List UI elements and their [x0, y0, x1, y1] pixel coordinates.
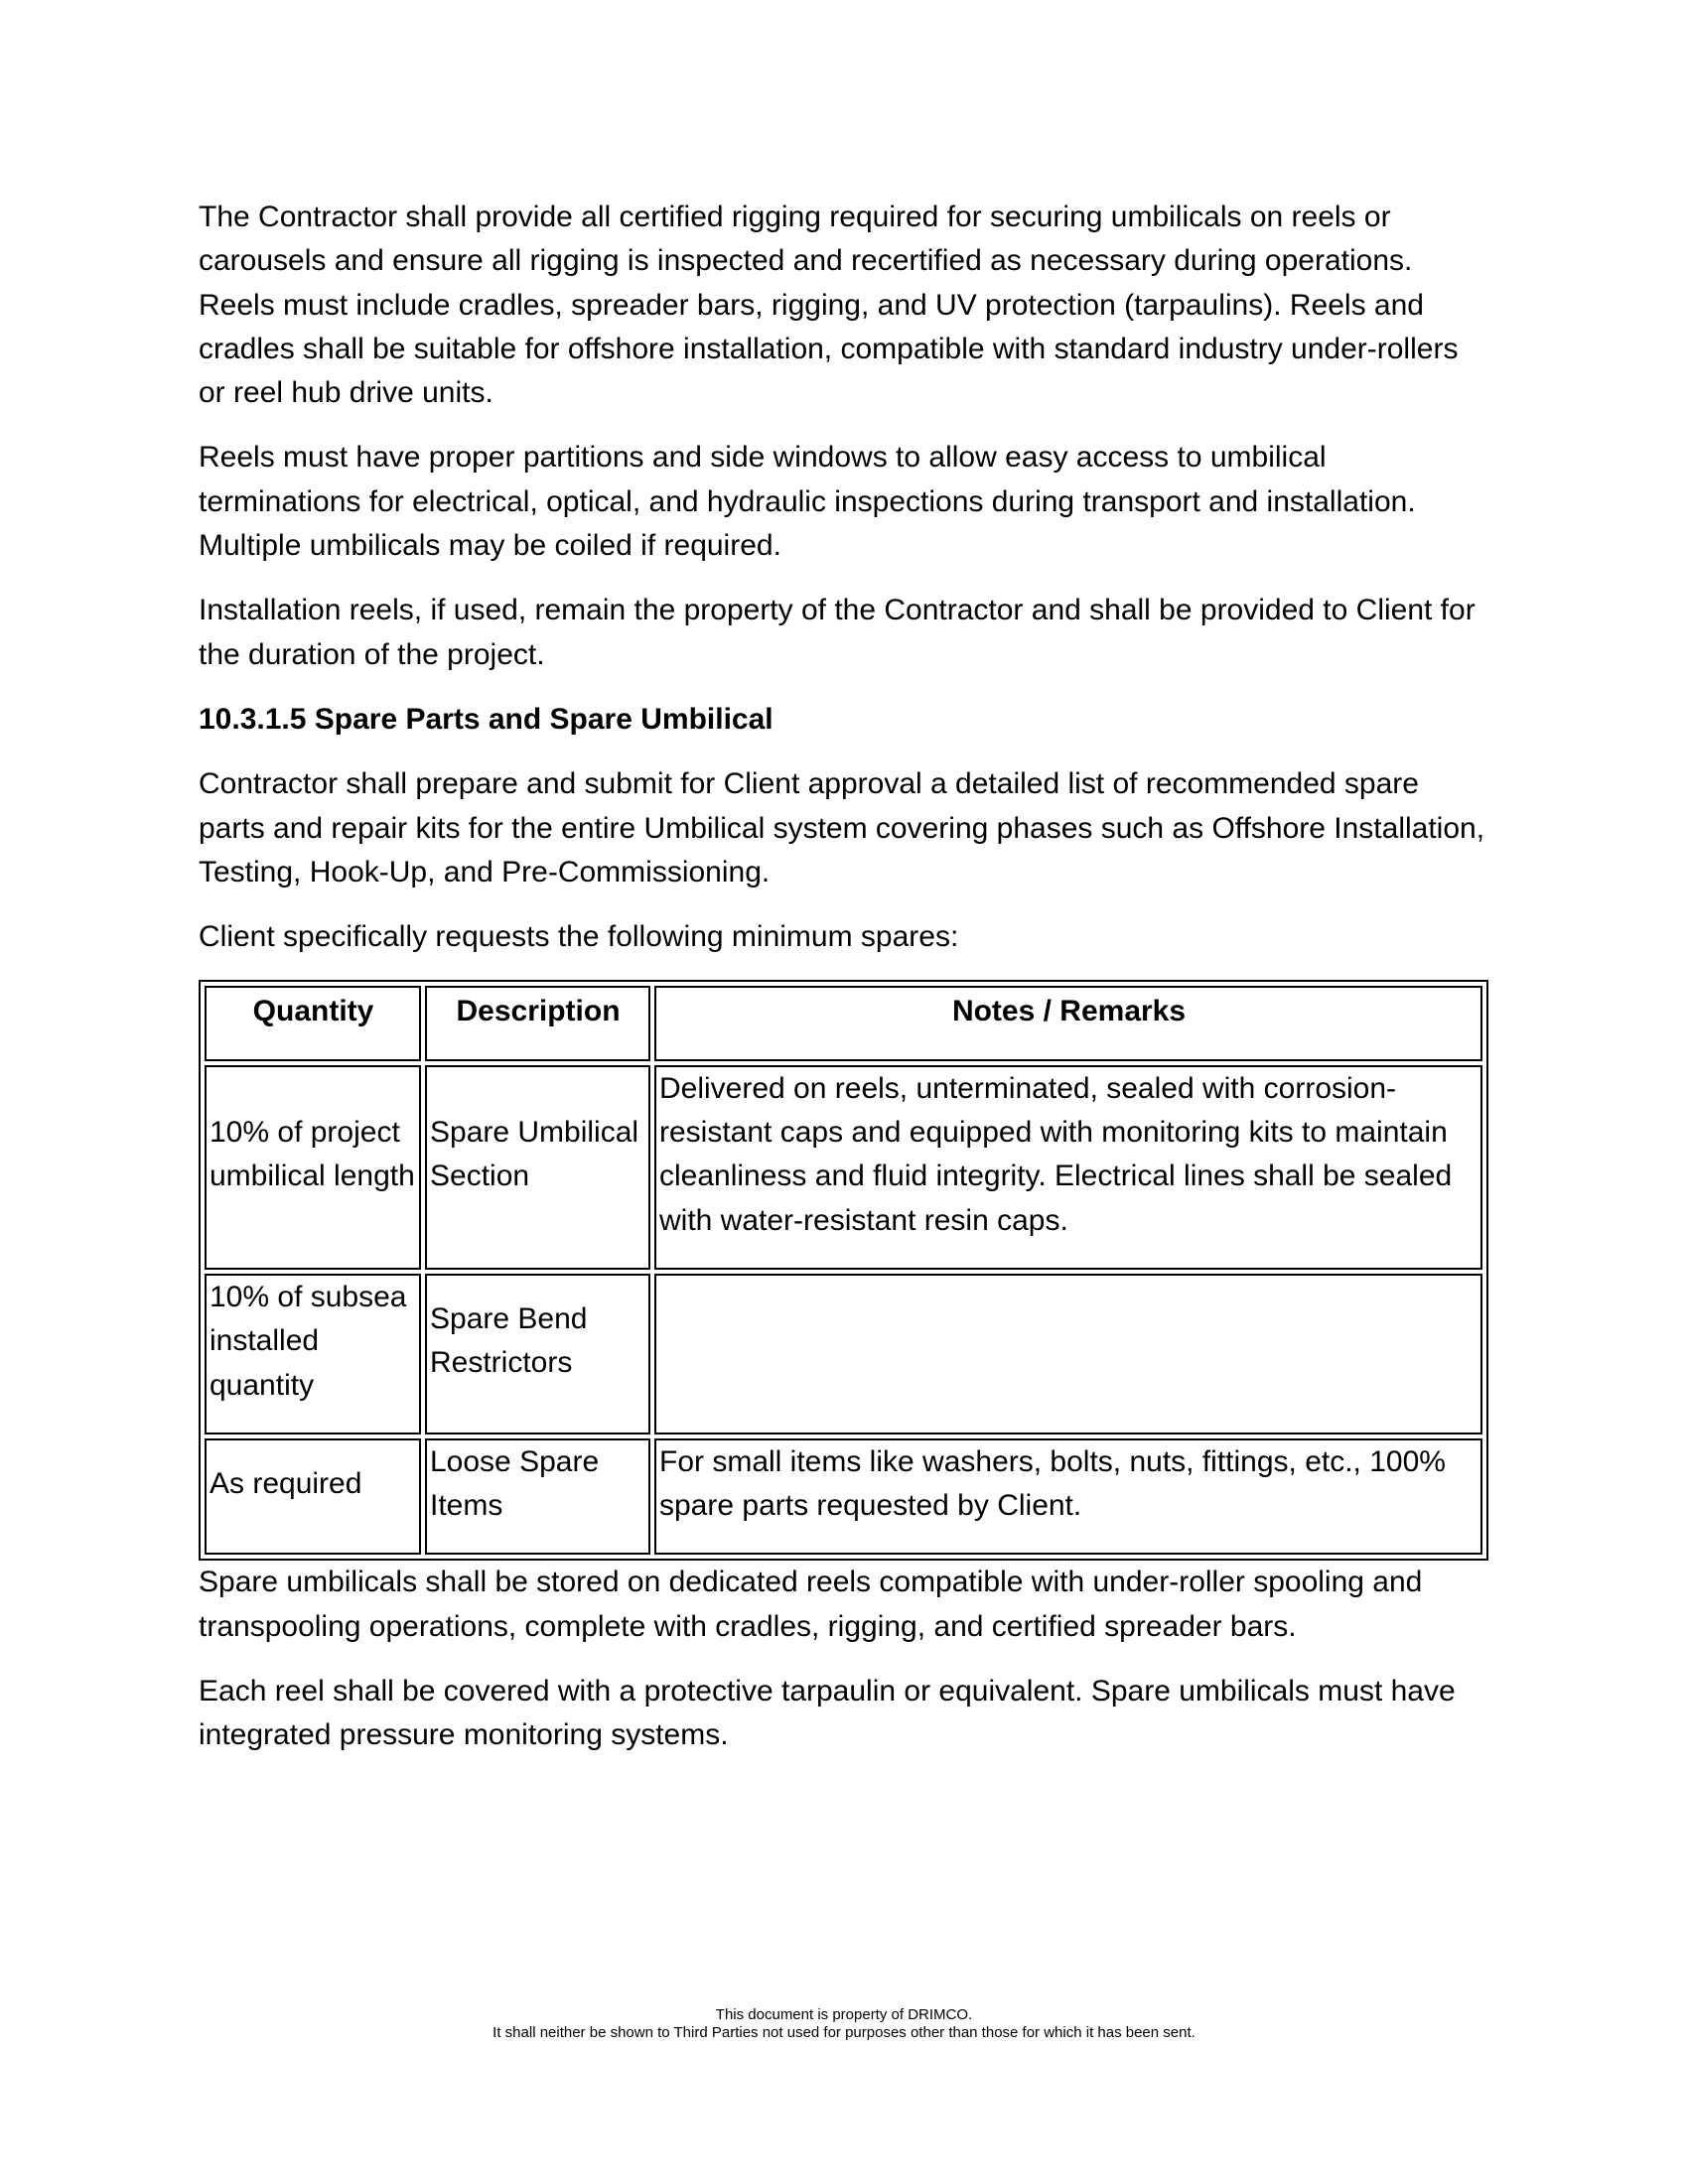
- paragraph-spare-storage: Spare umbilicals shall be stored on dedicated reels compatible with under-roller spooling and transpooling operations, complete with cradles, rigging, and certified spreader bars.: [199, 1566, 1423, 1643]
- cell-notes: [654, 1274, 1482, 1434]
- cell-description: Spare Bend Restrictors: [425, 1274, 650, 1434]
- header-quantity: Quantity: [205, 986, 421, 1060]
- table-row: [205, 1438, 1482, 1556]
- cell-quantity: As required: [205, 1438, 421, 1556]
- cell-description: Spare Umbilical Section: [425, 1065, 650, 1270]
- spares-table: [199, 980, 1488, 1561]
- cell-quantity: 10% of project umbilical length: [205, 1065, 421, 1270]
- page-footer: [0, 2006, 1688, 2042]
- header-notes: Notes / Remarks: [654, 986, 1482, 1060]
- paragraph-installation-reels: Installation reels, if used, remain the property of the Contractor and shall be provided to Client for the duration of the project.: [199, 594, 1476, 671]
- header-description: Description: [425, 986, 650, 1060]
- cell-notes: For small items like washers, bolts, nuts, fittings, etc., 100% spare parts requested by Client.: [654, 1438, 1482, 1556]
- cell-quantity: 10% of subsea installed quantity: [205, 1274, 421, 1434]
- paragraph-tarpaulin: Each reel shall be covered with a protective tarpaulin or equivalent. Spare umbilicals must have integrated pressure monitoring systems.: [199, 1675, 1456, 1752]
- table-header-row: [205, 986, 1482, 1060]
- footer-confidentiality-notice: It shall neither be shown to Third Parties not used for purposes other than those for which it has been sent.: [492, 2024, 1196, 2041]
- cell-notes: Delivered on reels, unterminated, sealed with corrosion-resistant caps and equipped with monitoring kits to maintain cleanliness and fluid integrity. Electrical lines shall be sealed with water-resistant resin caps.: [654, 1065, 1482, 1270]
- cell-description: Loose Spare Items: [425, 1438, 650, 1556]
- paragraph-rigging: The Contractor shall provide all certified rigging required for securing umbilicals on reels or carousels and ensure all rigging is inspected and recertified as necessary during operations. Reels must include cradles, spreader bars, rigging, and UV protection (tarpaulins). Reels and cradles shall be suitable for offshore installation, compatible with standard industry under-rollers or reel hub drive units.: [199, 201, 1459, 410]
- footer-property-notice: This document is property of DRIMCO.: [715, 2006, 973, 2023]
- paragraph-spare-parts-intro: Contractor shall prepare and submit for Client approval a detailed list of recommended spare parts and repair kits for the entire Umbilical system covering phases such as Offshore Installation, Testing, Hook-Up, and Pre-Commissioning.: [199, 767, 1485, 888]
- table-row: [205, 1274, 1482, 1434]
- document-page: [199, 196, 1489, 1779]
- paragraph-lead-in: Client specifically requests the following minimum spares:: [199, 920, 959, 954]
- paragraph-reel-partitions: Reels must have proper partitions and side windows to allow easy access to umbilical terminations for electrical, optical, and hydraulic inspections during transport and installation. Multiple umbilicals may be coiled if required.: [199, 441, 1416, 563]
- section-heading: 10.3.1.5 Spare Parts and Spare Umbilical: [199, 702, 774, 736]
- table-row: [205, 1065, 1482, 1270]
